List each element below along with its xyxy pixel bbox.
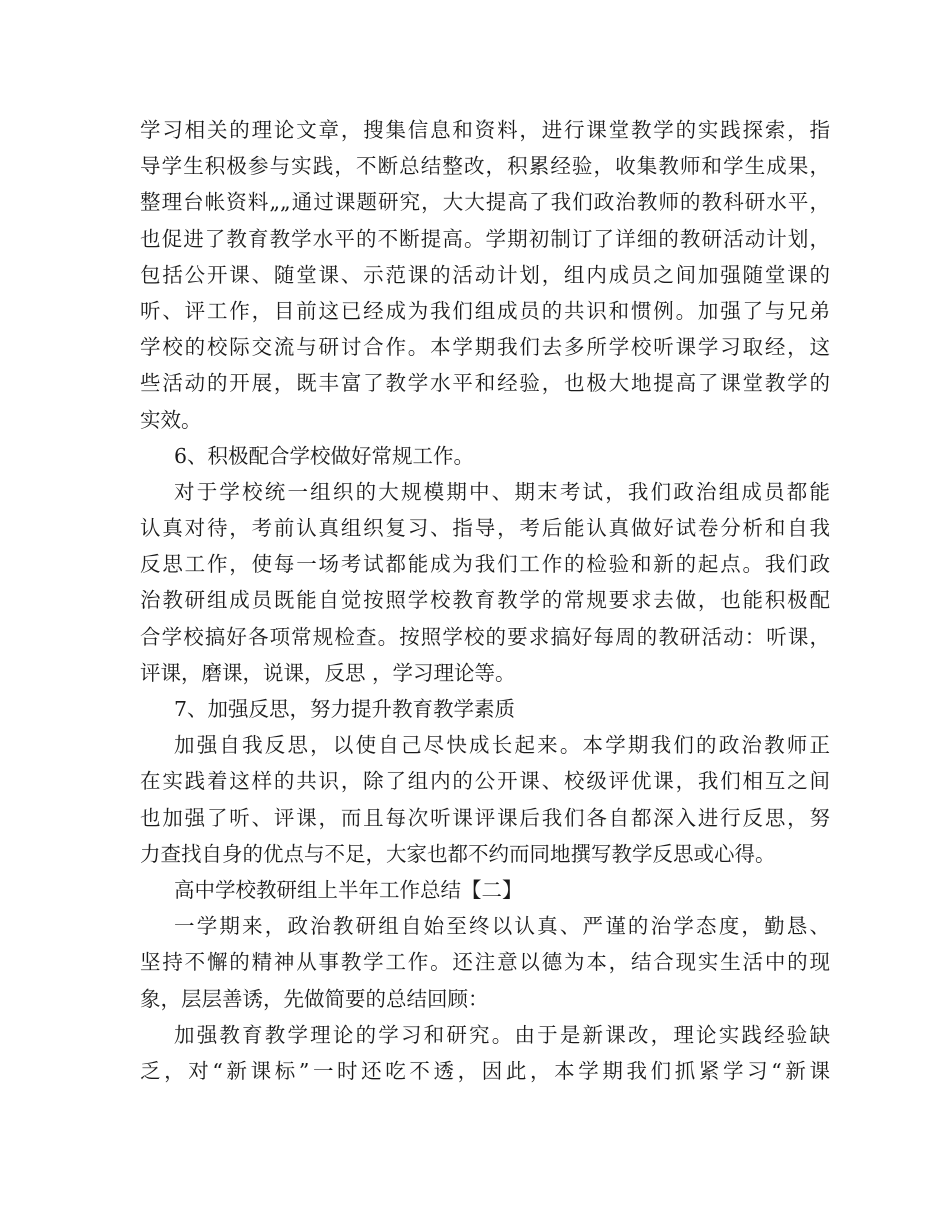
body-text-line: 坚持不懈的精神从事教学工作。还注意以德为本，结合现实生活中的现 [140, 950, 830, 975]
document-title: 高中学校教研组上半年工作总结【二】 [174, 877, 523, 902]
section-heading: 6、积极配合学校做好常规工作。 [174, 443, 475, 468]
body-text-line: 些活动的开展，既丰富了教学水平和经验，也极大地提高了课堂教学的 [140, 371, 830, 396]
body-text-line: 认真对待，考前认真组织复习、指导，考后能认真做好试卷分析和自我 [140, 516, 830, 541]
body-text-line: 反思工作，使每一场考试都能成为我们工作的检验和新的起点。我们政 [140, 552, 830, 577]
body-text-line: 也加强了听、评课，而且每次听课评课后我们各自都深入进行反思，努 [140, 805, 830, 830]
body-text-line: 听、评工作，目前这已经成为我们组成员的共识和惯例。加强了与兄弟 [140, 298, 830, 323]
body-text-line: 学校的校际交流与研讨合作。本学期我们去多所学校听课学习取经，这 [140, 335, 830, 360]
body-text-line: 导学生积极参与实践，不断总结整改，积累经验，收集教师和学生成果， [140, 154, 830, 179]
body-text-line: 也促进了教育教学水平的不断提高。学期初制订了详细的教研活动计划， [140, 226, 830, 251]
body-text-line: 力查找自身的优点与不足，大家也都不约而同地撰写教学反思或心得。 [140, 841, 776, 866]
body-text-line: 一学期来，政治教研组自始至终以认真、严谨的治学态度，勤恳、 [174, 914, 830, 939]
document-body [140, 112, 830, 1089]
body-text-line: 象，层层善诱，先做简要的总结回顾： [140, 986, 489, 1011]
body-text-line: 学习相关的理论文章，搜集信息和资料，进行课堂教学的实践探索，指 [140, 118, 830, 142]
body-text-line: 乏，对“新课标”一时还吃不透，因此，本学期我们抓紧学习“新课 [140, 1058, 830, 1083]
body-text-line: 整理台帐资料„„通过课题研究，大大提高了我们政治教师的教科研水平， [140, 190, 830, 215]
body-text-line: 加强自我反思，以使自己尽快成长起来。本学期我们的政治教师正 [174, 733, 830, 758]
section-heading: 7、加强反思，努力提升教育教学素质 [174, 697, 516, 721]
body-text-line: 加强教育教学理论的学习和研究。由于是新课改，理论实践经验缺 [174, 1022, 830, 1047]
body-text-line: 包括公开课、随堂课、示范课的活动计划，组内成员之间加强随堂课的 [140, 262, 830, 287]
body-text-line: 合学校搞好各项常规检查。按照学校的要求搞好每周的教研活动：听课， [140, 624, 830, 649]
body-text-line: 在实践着这样的共识，除了组内的公开课、校级评优课，我们相互之间 [140, 769, 830, 794]
body-text-line: 治教研组成员既能自觉按照学校教育教学的常规要求去做，也能积极配 [140, 588, 830, 613]
body-text-line: 实效。 [140, 407, 202, 432]
body-text-line: 评课，磨课，说课，反思 ，学习理论等。 [140, 660, 516, 685]
body-text-line: 对于学校统一组织的大规模期中、期末考试，我们政治组成员都能 [174, 479, 830, 504]
